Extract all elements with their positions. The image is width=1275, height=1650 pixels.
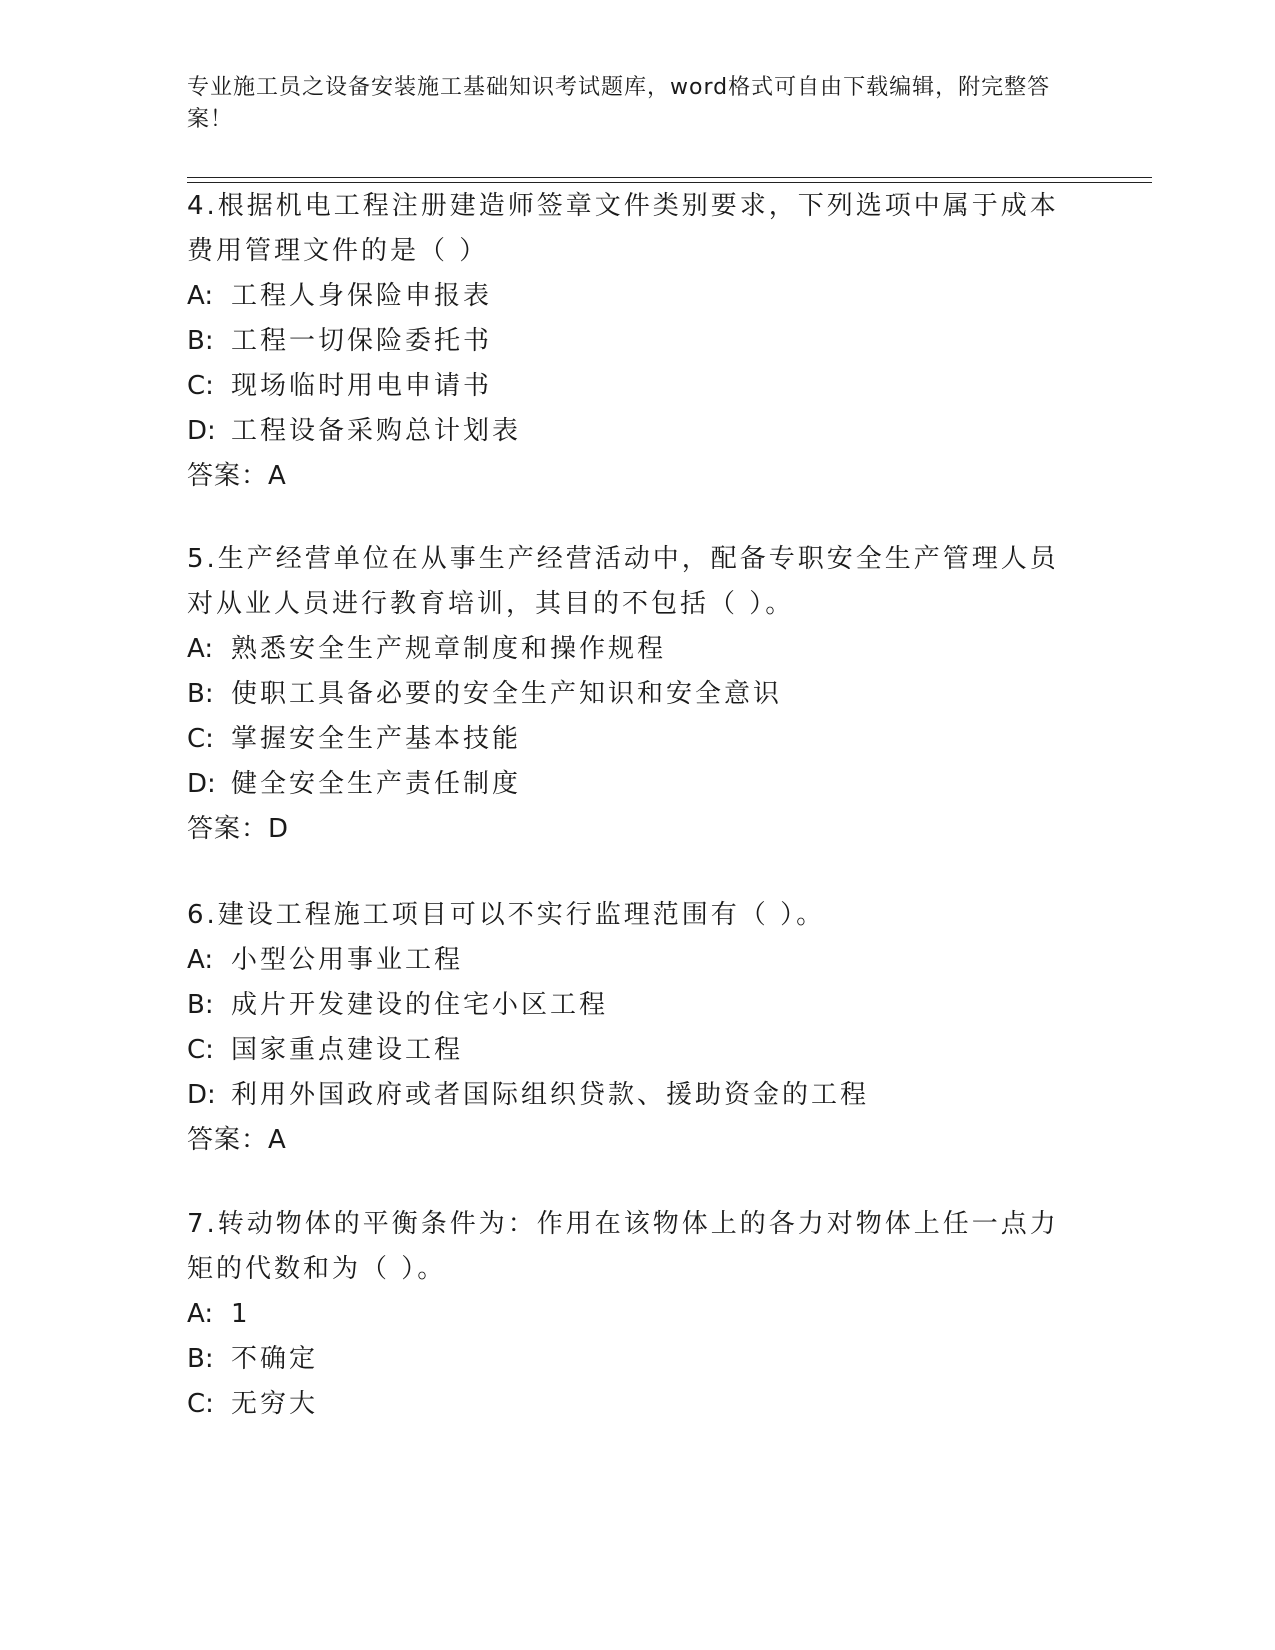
option-key: A: <box>187 281 214 311</box>
question-7 <box>187 1202 1067 1427</box>
option-text: 使职工具备必要的安全生产知识和安全意识 <box>231 679 783 709</box>
question-5 <box>187 537 1067 852</box>
answer: 答案：D <box>187 814 290 844</box>
answer: 答案：A <box>187 461 287 491</box>
option-text: 工程设备采购总计划表 <box>231 416 522 446</box>
document-header: 专业施工员之设备安装施工基础知识考试题库，word格式可自由下载编辑，附完整答案！ <box>187 75 1051 132</box>
option-key: A: <box>187 634 214 664</box>
option-a <box>187 1292 1067 1337</box>
question-stem: 7.转动物体的平衡条件为：作用在该物体上的各力对物体上任一点力矩的代数和为（ ）。 <box>187 1209 1059 1284</box>
option-text: 工程一切保险委托书 <box>231 326 493 356</box>
option-c <box>187 1382 1067 1427</box>
option-a <box>187 627 1067 672</box>
option-key: C: <box>187 371 214 401</box>
question-stem: 4.根据机电工程注册建造师签章文件类别要求，下列选项中属于成本费用管理文件的是（ ） <box>187 191 1059 266</box>
option-a <box>187 938 1067 983</box>
option-key: A: <box>187 1299 214 1329</box>
header-divider-bottom <box>187 182 1152 183</box>
option-text: 1 <box>231 1299 251 1329</box>
option-c <box>187 364 1067 409</box>
question-4 <box>187 184 1067 499</box>
option-a <box>187 274 1067 319</box>
option-key: D: <box>187 769 216 799</box>
option-text: 国家重点建设工程 <box>231 1035 464 1065</box>
option-key: C: <box>187 724 214 754</box>
option-b <box>187 672 1067 717</box>
option-d <box>187 762 1067 807</box>
option-key: B: <box>187 679 214 709</box>
option-text: 掌握安全生产基本技能 <box>231 724 522 754</box>
option-text: 健全安全生产责任制度 <box>231 769 522 799</box>
option-d <box>187 409 1067 454</box>
option-b <box>187 983 1067 1028</box>
option-key: B: <box>187 326 214 356</box>
option-text: 无穷大 <box>231 1389 319 1419</box>
option-c <box>187 717 1067 762</box>
option-key: D: <box>187 416 216 446</box>
option-text: 成片开发建设的住宅小区工程 <box>231 990 609 1020</box>
answer: 答案：A <box>187 1125 287 1155</box>
question-6 <box>187 893 1067 1163</box>
question-stem: 6.建设工程施工项目可以不实行监理范围有（ ）。 <box>187 900 826 930</box>
option-key: B: <box>187 990 214 1020</box>
question-stem: 5.生产经营单位在从事生产经营活动中，配备专职安全生产管理人员对从业人员进行教育培训，其目的不包括（ ）。 <box>187 544 1059 619</box>
option-text: 不确定 <box>231 1344 319 1374</box>
option-text: 现场临时用电申请书 <box>231 371 493 401</box>
option-key: A: <box>187 945 214 975</box>
option-b <box>187 319 1067 364</box>
option-text: 工程人身保险申报表 <box>231 281 493 311</box>
option-text: 小型公用事业工程 <box>231 945 464 975</box>
option-key: C: <box>187 1035 214 1065</box>
option-c <box>187 1028 1067 1073</box>
option-text: 利用外国政府或者国际组织贷款、援助资金的工程 <box>231 1080 870 1110</box>
option-key: C: <box>187 1389 214 1419</box>
header-divider-top <box>187 177 1152 178</box>
option-b <box>187 1337 1067 1382</box>
option-key: B: <box>187 1344 214 1374</box>
option-key: D: <box>187 1080 216 1110</box>
option-d <box>187 1073 1067 1118</box>
option-text: 熟悉安全生产规章制度和操作规程 <box>231 634 667 664</box>
